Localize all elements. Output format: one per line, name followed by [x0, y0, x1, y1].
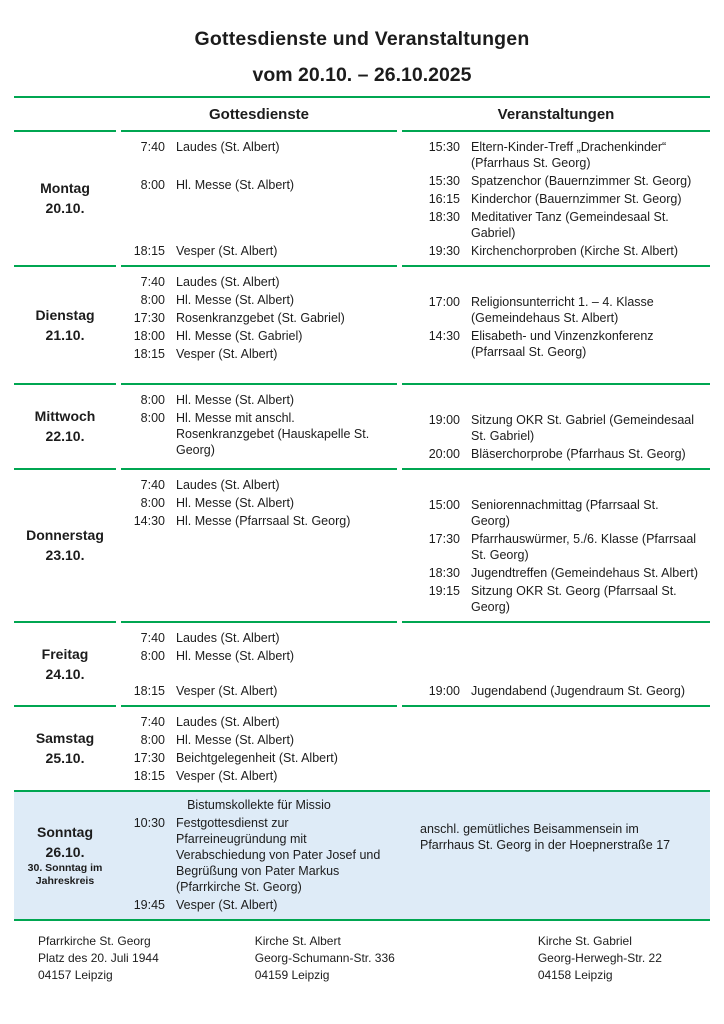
schedule-entry: [121, 897, 397, 913]
schedule-entry: [402, 191, 710, 207]
schedule-entry: [121, 410, 397, 458]
entry-text: Hl. Messe (St. Albert): [176, 293, 295, 307]
entry-time: 15:30: [428, 174, 460, 188]
entry-time: 19:00: [428, 684, 460, 698]
day-label: [14, 792, 116, 919]
day-date: 20.10.: [45, 200, 85, 216]
entry-time: 8:00: [140, 393, 165, 407]
address-line: Georg-Schumann-Str. 336: [254, 951, 395, 965]
entry-time: 19:45: [133, 898, 165, 912]
events-cell: [402, 130, 710, 265]
entry-time: 15:30: [428, 140, 460, 154]
entry-text: Sitzung OKR St. Georg (Pfarrsaal St. Georg): [471, 584, 677, 614]
day-label: [14, 621, 116, 705]
entry-text: Sitzung OKR St. Gabriel (Gemeindesaal St. Gabriel): [471, 413, 695, 443]
address-line: 04158 Leipzig: [537, 968, 613, 982]
entry-text: Spatzenchor (Bauernzimmer St. Georg): [471, 174, 692, 188]
entry-time: 18:15: [133, 684, 165, 698]
schedule-entry: [121, 292, 397, 308]
day-row-sonntag: [14, 790, 710, 919]
schedule-entry: [121, 683, 397, 699]
entry-text: Hl. Messe (St. Albert): [176, 178, 295, 192]
services-cell: [121, 130, 397, 265]
schedule-entry: [121, 495, 397, 511]
entry-text: Vesper (St. Albert): [176, 347, 278, 361]
entry-text: Vesper (St. Albert): [176, 684, 278, 698]
entry-text: Vesper (St. Albert): [176, 769, 278, 783]
church-address: [38, 933, 159, 984]
entry-text: Laudes (St. Albert): [176, 715, 280, 729]
entry-time: 8:00: [140, 293, 165, 307]
schedule-entry: [121, 815, 397, 895]
entry-time: 7:40: [140, 631, 165, 645]
day-date: 25.10.: [45, 750, 85, 766]
services-cell: [121, 705, 397, 790]
entry-time: 14:30: [428, 329, 460, 343]
schedule-entry: [121, 513, 397, 529]
entry-time: 7:40: [140, 140, 165, 154]
entry-time: 8:00: [140, 411, 165, 425]
entry-time: 8:00: [140, 733, 165, 747]
entry-time: 18:15: [133, 347, 165, 361]
events-cell: [402, 792, 710, 919]
schedule-entry: [121, 392, 397, 408]
entry-text: Hl. Messe (St. Albert): [176, 496, 295, 510]
schedule-entry: [402, 139, 710, 171]
entry-time: 14:30: [133, 514, 165, 528]
schedule-entry: [402, 446, 710, 462]
entry-text: Hl. Messe (St. Gabriel): [176, 329, 303, 343]
schedule-entry: [121, 477, 397, 493]
entry-time: 18:30: [428, 210, 460, 224]
services-cell: [121, 792, 397, 919]
entry-text: Eltern-Kinder-Treff „Drachenkinder“ (Pfarrhaus St. Georg): [471, 140, 667, 170]
entry-time: 17:30: [133, 751, 165, 765]
day-name: Sonntag: [37, 824, 93, 840]
entry-text: Laudes (St. Albert): [176, 478, 280, 492]
day-date: 26.10.: [45, 844, 85, 860]
schedule-entry: [402, 583, 710, 615]
entry-text: Laudes (St. Albert): [176, 140, 280, 154]
day-date: 24.10.: [45, 665, 85, 682]
entry-text: Kinderchor (Bauernzimmer St. Georg): [471, 192, 682, 206]
address-line: Kirche St. Albert: [254, 934, 341, 948]
day-label: [14, 130, 116, 265]
services-cell: [121, 468, 397, 621]
schedule-entry: [402, 294, 710, 326]
schedule-entry: [121, 243, 397, 259]
events-cell: [402, 265, 710, 383]
entry-text: Beichtgelegenheit (St. Albert): [176, 751, 338, 765]
schedule-body: [14, 130, 710, 919]
schedule-entry: [121, 310, 397, 326]
address-line: Platz des 20. Juli 1944: [38, 951, 159, 965]
schedule-entry: [402, 565, 710, 581]
schedule-entry: [121, 750, 397, 766]
schedule-entry: [121, 346, 397, 362]
entry-text: Vesper (St. Albert): [176, 898, 278, 912]
schedule-entry: [121, 177, 397, 193]
address-line: 04157 Leipzig: [38, 968, 113, 982]
schedule-entry: [121, 714, 397, 730]
day-name: Donnerstag: [26, 527, 104, 543]
entry-text: Seniorennachmittag (Pfarrsaal St. Georg): [471, 498, 659, 528]
services-cell: [121, 265, 397, 383]
entry-text: Hl. Messe (St. Albert): [176, 649, 295, 663]
schedule-entry: [121, 630, 397, 646]
entry-time: 17:30: [428, 532, 460, 546]
day-name: Freitag: [41, 645, 89, 662]
entry-text: Rosenkranzgebet (St. Gabriel): [176, 311, 345, 325]
day-label: [14, 468, 116, 621]
day-label: [14, 383, 116, 468]
address-line: Georg-Herwegh-Str. 22: [537, 951, 662, 965]
entry-time: 16:15: [428, 192, 460, 206]
day-label: [14, 265, 116, 383]
column-header-services: Gottesdienste: [208, 106, 310, 123]
entry-text: Pfarrhauswürmer, 5./6. Klasse (Pfarrsaal St. Georg): [471, 532, 697, 562]
services-cell: [121, 383, 397, 468]
entry-time: 18:00: [133, 329, 165, 343]
schedule-entry: [121, 648, 397, 664]
entry-text: Hl. Messe (St. Albert): [176, 733, 295, 747]
event-note: anschl. gemütliches Beisammensein im Pfarrhaus St. Georg in der Hoepnerstraße 17: [420, 822, 671, 852]
entry-time: 10:30: [133, 816, 165, 830]
day-row-samstag: [14, 705, 710, 790]
schedule-entry: [121, 139, 397, 155]
church-address: [538, 933, 662, 984]
entry-text: Kirchenchorproben (Kirche St. Albert): [471, 244, 679, 258]
day-date: 22.10.: [45, 428, 85, 444]
day-row-dienstag: [14, 265, 710, 383]
schedule-entry: [402, 497, 710, 529]
address-line: Pfarrkirche St. Georg: [38, 934, 151, 948]
entry-text: Festgottesdienst zur Pfarreineugründung mit Verabschiedung von Pater Josef und Begrüßung von Pater Markus (Pfarrkirche St. Georg): [176, 816, 381, 894]
events-cell: [402, 383, 710, 468]
entry-text: Jugendtreffen (Gemeindehaus St. Albert): [471, 566, 698, 580]
schedule-entry: [402, 243, 710, 259]
day-name: Mittwoch: [34, 408, 96, 424]
entry-time: 7:40: [140, 715, 165, 729]
entry-time: 17:00: [428, 295, 460, 309]
collection-note: Bistumskollekte für Missio: [187, 798, 331, 812]
address-line: 04159 Leipzig: [254, 968, 330, 982]
schedule-entry: [121, 274, 397, 290]
page-subtitle: vom 20.10. – 26.10.2025: [252, 64, 472, 86]
entry-time: 7:40: [140, 478, 165, 492]
schedule-entry: [402, 531, 710, 563]
entry-text: Vesper (St. Albert): [176, 244, 278, 258]
entry-text: Meditativer Tanz (Gemeindesaal St. Gabriel): [471, 210, 669, 240]
events-cell: [402, 705, 710, 790]
day-row-donnerstag: [14, 468, 710, 621]
entry-time: 18:30: [428, 566, 460, 580]
day-name: Dienstag: [35, 306, 95, 323]
church-address: [255, 933, 395, 984]
events-cell: [402, 468, 710, 621]
entry-time: 7:40: [140, 275, 165, 289]
page-title: Gottesdienste und Veranstaltungen: [194, 28, 530, 50]
schedule-entry: [402, 173, 710, 189]
schedule-entry: [402, 412, 710, 444]
entry-time: 8:00: [140, 178, 165, 192]
events-cell: [402, 621, 710, 705]
entry-text: Hl. Messe (Pfarrsaal St. Georg): [176, 514, 351, 528]
entry-text: Laudes (St. Albert): [176, 631, 280, 645]
address-line: Kirche St. Gabriel: [537, 934, 632, 948]
column-header-row: [14, 98, 710, 130]
day-date: 23.10.: [45, 547, 85, 563]
day-column-spacer: [14, 106, 116, 123]
entry-text: Laudes (St. Albert): [176, 275, 280, 289]
schedule-entry: [402, 683, 710, 699]
entry-text: Hl. Messe mit anschl. Rosenkranzgebet (Hauskapelle St. Georg): [176, 411, 370, 457]
entry-time: 20:00: [428, 447, 460, 461]
day-name: Montag: [40, 180, 90, 196]
column-header-events: Veranstaltungen: [497, 106, 615, 123]
schedule-entry: [121, 768, 397, 784]
schedule-entry: [121, 328, 397, 344]
services-cell: [121, 621, 397, 705]
entry-time: 8:00: [140, 496, 165, 510]
day-row-mittwoch: [14, 383, 710, 468]
entry-time: 19:30: [428, 244, 460, 258]
day-date: 21.10.: [45, 326, 85, 343]
entry-time: 18:15: [133, 244, 165, 258]
entry-time: 18:15: [133, 769, 165, 783]
entry-time: 8:00: [140, 649, 165, 663]
schedule-entry: [402, 209, 710, 241]
day-row-freitag: [14, 621, 710, 705]
entry-time: 17:30: [133, 311, 165, 325]
day-label: [14, 705, 116, 790]
entry-time: 15:00: [428, 498, 460, 512]
entry-time: 19:15: [428, 584, 460, 598]
schedule-entry: [402, 328, 710, 360]
entry-text: Bläserchorprobe (Pfarrhaus St. Georg): [471, 447, 686, 461]
church-addresses: [14, 921, 710, 984]
entry-text: Elisabeth- und Vinzenzkonferenz (Pfarrsaal St. Georg): [471, 329, 654, 359]
day-subtitle: 30. Sonntag im Jahreskreis: [27, 862, 103, 887]
entry-text: Religionsunterricht 1. – 4. Klasse (Gemeindehaus St. Albert): [471, 295, 654, 325]
entry-text: Hl. Messe (St. Albert): [176, 393, 295, 407]
entry-time: 19:00: [428, 413, 460, 427]
entry-text: Jugendabend (Jugendraum St. Georg): [471, 684, 686, 698]
schedule-entry: [121, 732, 397, 748]
day-name: Samstag: [35, 730, 95, 746]
day-row-montag: [14, 130, 710, 265]
